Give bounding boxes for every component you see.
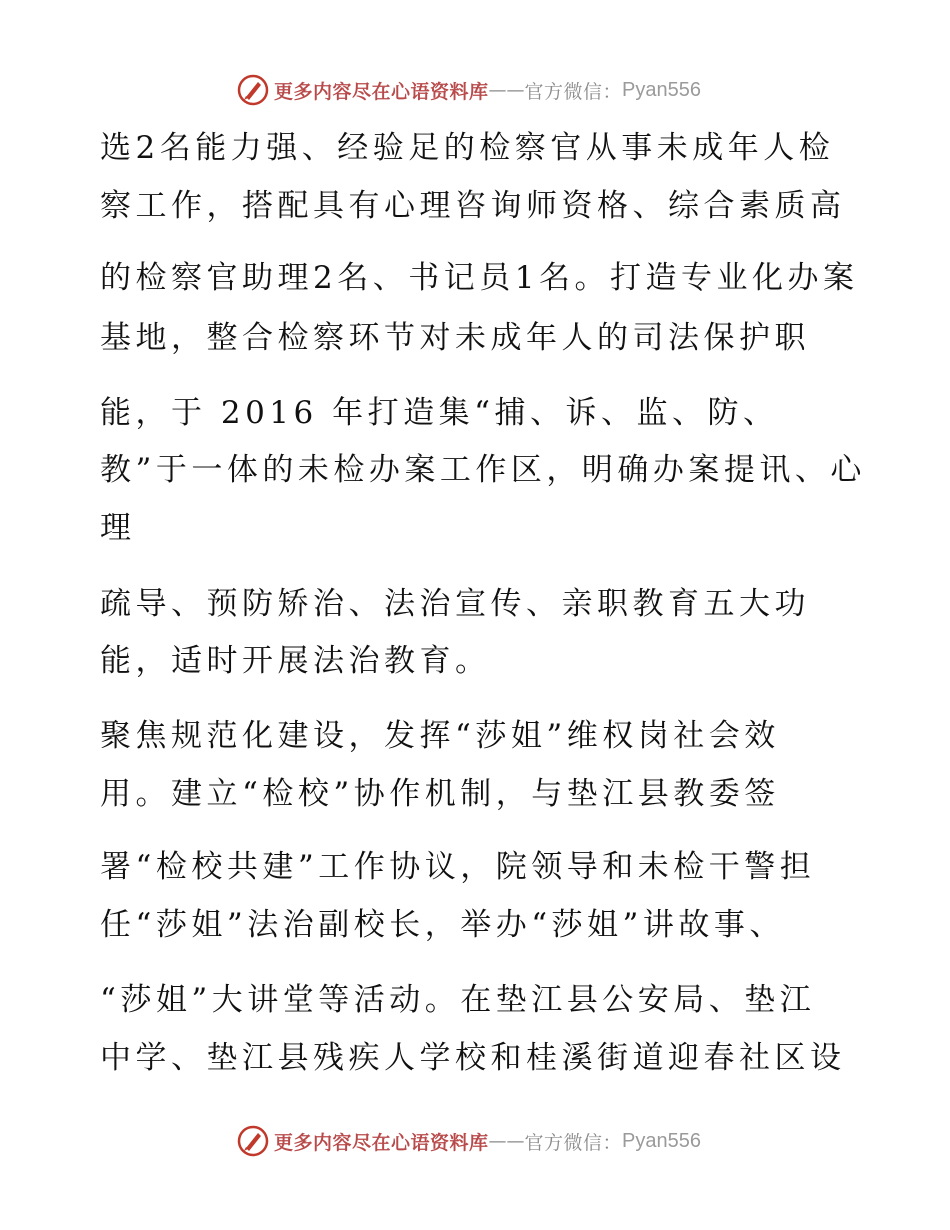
body-line: 署“检校共建”工作协议，院领导和未检干警担: [100, 849, 816, 885]
header-watermark: [236, 73, 701, 107]
body-line: 理: [100, 510, 136, 546]
watermark-wechat-id: Pyan556: [622, 78, 701, 101]
watermark-official-label: 官方微信：: [524, 80, 623, 103]
body-line: 用。建立“检校”协作机制，与垫江县教委签: [100, 776, 780, 812]
body-line: 能，适时开展法治教育。: [100, 643, 491, 679]
body-line: 的检察官助理2名、书记员1名。打造专业化办案: [100, 260, 859, 296]
body-line: 选2名能力强、经验足的检察官从事未成年人检: [100, 130, 835, 166]
pen-seal-icon: [236, 73, 270, 107]
watermark-official-label: 官方微信：: [524, 1131, 623, 1154]
watermark-separator: ——: [488, 79, 525, 101]
pen-seal-icon: [236, 1124, 270, 1158]
watermark-text: 更多内容尽在心语资料库: [274, 1131, 489, 1154]
body-line: 能，于 2016 年打造集“捕、诉、监、防、: [100, 395, 779, 431]
footer-watermark: [236, 1124, 701, 1158]
body-line: 基地，整合检察环节对未成年人的司法保护职: [100, 320, 810, 356]
body-line: 教”于一体的未检办案工作区，明确办案提讯、心: [100, 452, 866, 488]
body-line: 任“莎姐”法治副校长，举办“莎姐”讲故事、: [100, 907, 785, 943]
body-line: “莎姐”大讲堂等活动。在垫江县公安局、垫江: [100, 982, 816, 1018]
watermark-text: 更多内容尽在心语资料库: [274, 80, 489, 103]
body-line: 聚焦规范化建设，发挥“莎姐”维权岗社会效: [100, 718, 780, 754]
body-line: 中学、垫江县残疾人学校和桂溪街道迎春社区设: [100, 1040, 846, 1076]
body-line: 疏导、预防矫治、法治宣传、亲职教育五大功: [100, 586, 810, 622]
body-line: 察工作，搭配具有心理咨询师资格、综合素质高: [100, 188, 846, 224]
watermark-separator: ——: [488, 1130, 525, 1152]
watermark-wechat-id: Pyan556: [622, 1129, 701, 1152]
